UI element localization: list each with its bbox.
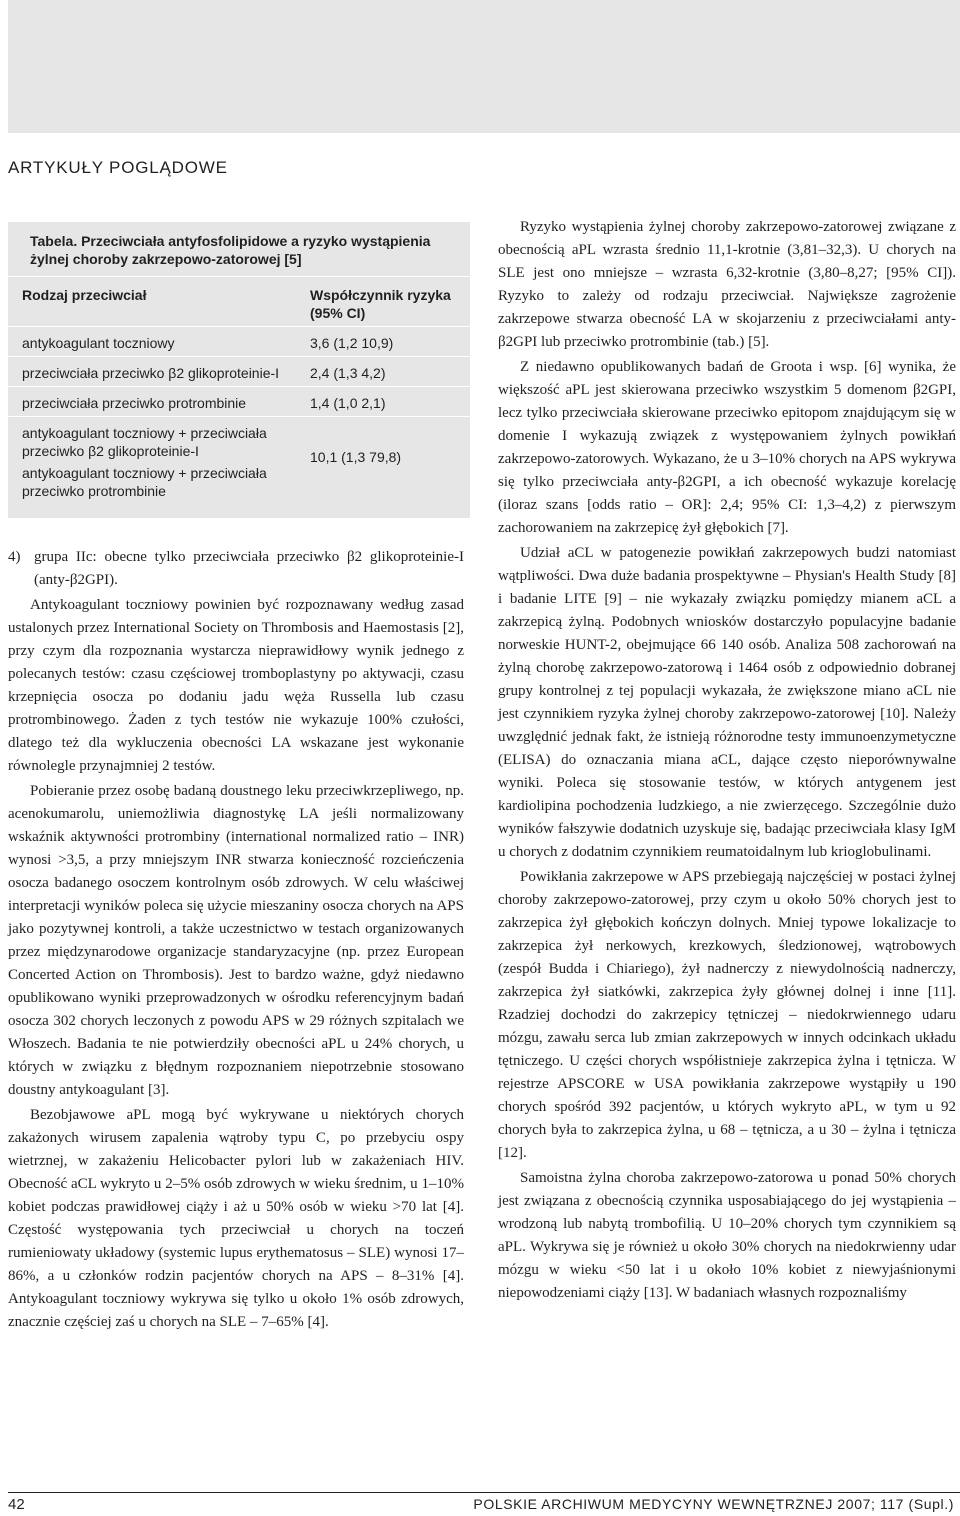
table-cell-type: przeciwciała przeciwko protrombinie	[22, 395, 247, 411]
table-rule	[8, 276, 470, 277]
table-title-prefix: Tabela.	[30, 233, 78, 249]
table-title	[30, 232, 460, 268]
table-rule	[8, 386, 470, 387]
paragraph-text: grupa IIc: obecne tylko przeciwciała przeciwko β2 glikoproteinie-I (anty-β2GPI).	[34, 549, 464, 588]
paragraph: Udział aCL w patogenezie powikłań zakrzepowych budzi natomiast wątpliwości. Dwa duże badania prospektywne – Physian's Health Study [8] i badanie LITE [9] – nie wykazały związku pomiędzy mianem aCL a zakrzepicą żylną. Podobnych wniosków dostarczyło populacyjne badanie norweskie HUNT-2, obejmujące 66 140 osób. Analiza 508 zachorowań na żylną chorobę zakrzepowo-zatorową i 1464 osób z odpowiednio dobranej grupy kontrolnej z tej populacji wykazała, że zwiększone miano aCL nie jest czynnikiem ryzyka żylnej choroby zakrzepowo-zatorowej [10]. Należy uwzględnić jednak fakt, że istnieją różnorodne testy immunoenzymetyczne (ELISA) do oznaczania miana aCL, dające często nieporównywalne wyniki. Poleca się stosowanie testów, w których antygenem jest kardiolipina pochodzenia ludzkiego, a nie zwierzęcego. Szczególnie dużo wyników fałszywie dodatnich uzyskuje się, badając przeciwciała klasy IgM u chorych z dodatnim czynnikiem reumatoidalnym lub krioglobulinami.	[498, 545, 956, 860]
table-rule	[8, 356, 470, 357]
table-title-text: Przeciwciała antyfosfolipidowe a ryzyko wystąpienia żylnej choroby zakrzepowo-zatorowej [5]	[30, 233, 431, 267]
table-header-type: Rodzaj przeciwciał	[22, 287, 147, 303]
paragraph: Antykoagulant toczniowy powinien być rozpoznawany według zasad ustalonych przez International Society on Thrombosis and Haemostasis [2], przy czym dla rozpoznania wystarcza nieprawidłowy wynik jednego z polecanych testów: czasu częściowej tromboplastyny po aktywacji, czasu krzepnięcia osocza po dodaniu jadu węża Russella lub czasu protrombinowego. Żaden z tych testów nie wykazuje 100% czułości, dlatego też dla wykluczenia obecności LA wskazane jest wykonanie równolegle przynajmniej 2 testów.	[8, 597, 464, 774]
table-cell-type: przeciwciała przeciwko β2 glikoproteinie-I	[22, 365, 280, 381]
page-number: 42	[8, 1496, 25, 1513]
table-rule	[8, 416, 470, 417]
article-column-left	[8, 546, 464, 1336]
table-cell-type: antykoagulant toczniowy + przeciwciała przeciwko protrombinie	[22, 465, 267, 499]
list-number: 4)	[8, 549, 21, 565]
list-item	[8, 546, 464, 592]
paragraph: Powikłania zakrzepowe w APS przebiegają najczęściej w postaci żylnej choroby zakrzepowo-zatorowej, przy czym u około 50% chorych jest to zakrzepica żył głębokich kończyn dolnych. Mniej typowe lokalizacje to zakrzepica żył nerkowych, krezkowych, śledzionowej, wątrobowych (zespół Budda i Chiariego), żył nadnerczy z niewydolnością nadnerczy, zakrzepica żył siatkówki, zakrzepica żyły głównej dolnej i inne [11]. Rzadziej dochodzi do zakrzepicy tętniczej – niedokrwiennego udaru mózgu, zawału serca lub zmian zakrzepowych w innych odcinkach układu tętniczego. U części chorych współistnieje zakrzepica żylna i tętnicza. W rejestrze APSCORE w USA powikłania zakrzepowe wystąpiły u 190 chorych spośród 392 pacjentów, u których wykryto aPL, w tym u 92 chorych była to zakrzepica żylna, u 68 – tętnicza, a u 30 – żylna i tętnicza [12].	[498, 869, 956, 1161]
section-label: ARTYKUŁY POGLĄDOWE	[8, 158, 228, 177]
table-rule	[8, 326, 470, 327]
article-column-right	[498, 216, 956, 1307]
paragraph: Z niedawno opublikowanych badań de Groota i wsp. [6] wynika, że większość aPL jest skierowana przeciwko wszystkim 5 domenom β2GPI, lecz tylko przeciwciała skierowane przeciwko epitopom znajdującym się w domenie I wykazują związek z występowaniem żylnych powikłań zakrzepowo-zatorowych. Wykazano, że u 3–10% chorych na APS wykrywa się tylko przeciwciała anty-β2GPI, a ich obecność wykazuje korelację (iloraz szans [odds ratio – OR]: 2,4; 95% CI: 1,3–4,2) z pierwszym zachorowaniem na zakrzepicę żył głębokich [7].	[498, 359, 956, 536]
table-cell-value: 2,4 (1,3 4,2)	[310, 365, 386, 381]
table-cell-value: 1,4 (1,0 2,1)	[310, 395, 386, 411]
table-header-ratio: Współczynnik ryzyka (95% CI)	[310, 287, 451, 321]
paragraph: Ryzyko wystąpienia żylnej choroby zakrzepowo-zatorowej związane z obecnością aPL wzrasta średnio 11,1-krotnie (3,81–32,3). U chorych na SLE jest ono mniejsze – wzrasta 6,32-krotnie (3,80–8,27; [95% CI]). Ryzyko to zależy od rodzaju przeciwciał. Największe zagrożenie zakrzepowe stwarza obecność LA w skojarzeniu z przeciwciałami anty-β2GPI lub przeciwko protrombinie (tab.) [5].	[498, 219, 956, 350]
paragraph: Pobieranie przez osobę badaną doustnego leku przeciwkrzepliwego, np. acenokumarolu, uniemożliwia diagnostykę LA jeśli normalizowany wskaźnik aktywności protrombiny (international normalized ratio – INR) wynosi >3,5, a przy mniejszym INR stwarza konieczność rozcieńczenia osocza badanego osoczem kontrolnym osób zdrowych. W celu właściwej interpretacji wyników poleca się użycie mieszaniny osocza chorych na APS jako pozytywnej kontroli, a także uczestnictwo w testach organizowanych przez międzynarodowe organizacje standaryzacyjne (np. przez European Concerted Action on Thrombosis). Jest to bardzo ważne, gdyż niedawno opublikowano wyniki przeprowadzonych w ośrodku referencyjnym badań osocza 302 chorych leczonych z powodu APS w 29 różnych szpitalach we Włoszech. Badania te nie potwierdziły obecności aPL u 24% chorych, u których w związku z błędnym rozpoznaniem niepotrzebnie stosowano doustny antykoagulant [3].	[8, 783, 464, 1098]
table-cell-type: antykoagulant toczniowy	[22, 335, 175, 351]
paragraph: Bezobjawowe aPL mogą być wykrywane u niektórych chorych zakażonych wirusem zapalenia wątroby typu C, po przebyciu ospy wietrznej, w zakażeniu Helicobacter pylori lub w zakażeniach HIV. Obecność aCL wykryto u 2–5% osób zdrowych w wieku średnim, u 1–10% kobiet podczas prawidłowej ciąży i aż u 50% osób w wieku >70 lat [4]. Częstość występowania tych przeciwciał u chorych na toczeń rumieniowaty układowy (systemic lupus erythematosus – SLE) wynosi 17–86%, a u członków rodzin pacjentów chorych na APS – 8–31% [4]. Antykoagulant toczniowy wykrywa się tylko u około 1% osób zdrowych, znacznie częściej zaś u chorych na SLE – 7–65% [4].	[8, 1107, 464, 1330]
paragraph: Samoistna żylna choroba zakrzepowo-zatorowa u ponad 50% chorych jest związana z obecnością czynnika usposabiającego do jej wystąpienia – wrodzoną lub nabytą trombofilią. U 10–20% chorych tym czynnikiem są aPL. Wykrywa się je również u około 30% chorych na niedokrwienny udar mózgu w wieku <50 lat i u około 10% kobiet z niewyjaśnionymi niepowodzeniami ciąży [13]. W badaniach własnych rozpoznaliśmy	[498, 1170, 956, 1301]
header-band	[8, 0, 960, 133]
table-cell-value: 10,1 (1,3 79,8)	[310, 449, 402, 465]
table-cell-value: 3,6 (1,2 10,9)	[310, 335, 394, 351]
risk-table	[8, 222, 470, 518]
table-cell-type: antykoagulant toczniowy + przeciwciała przeciwko β2 glikoproteinie-I	[22, 425, 267, 459]
journal-name: POLSKIE ARCHIWUM MEDYCYNY WEWNĘTRZNEJ 2007; 117 (Supl.)	[473, 1496, 954, 1512]
footer-rule	[8, 1492, 960, 1493]
